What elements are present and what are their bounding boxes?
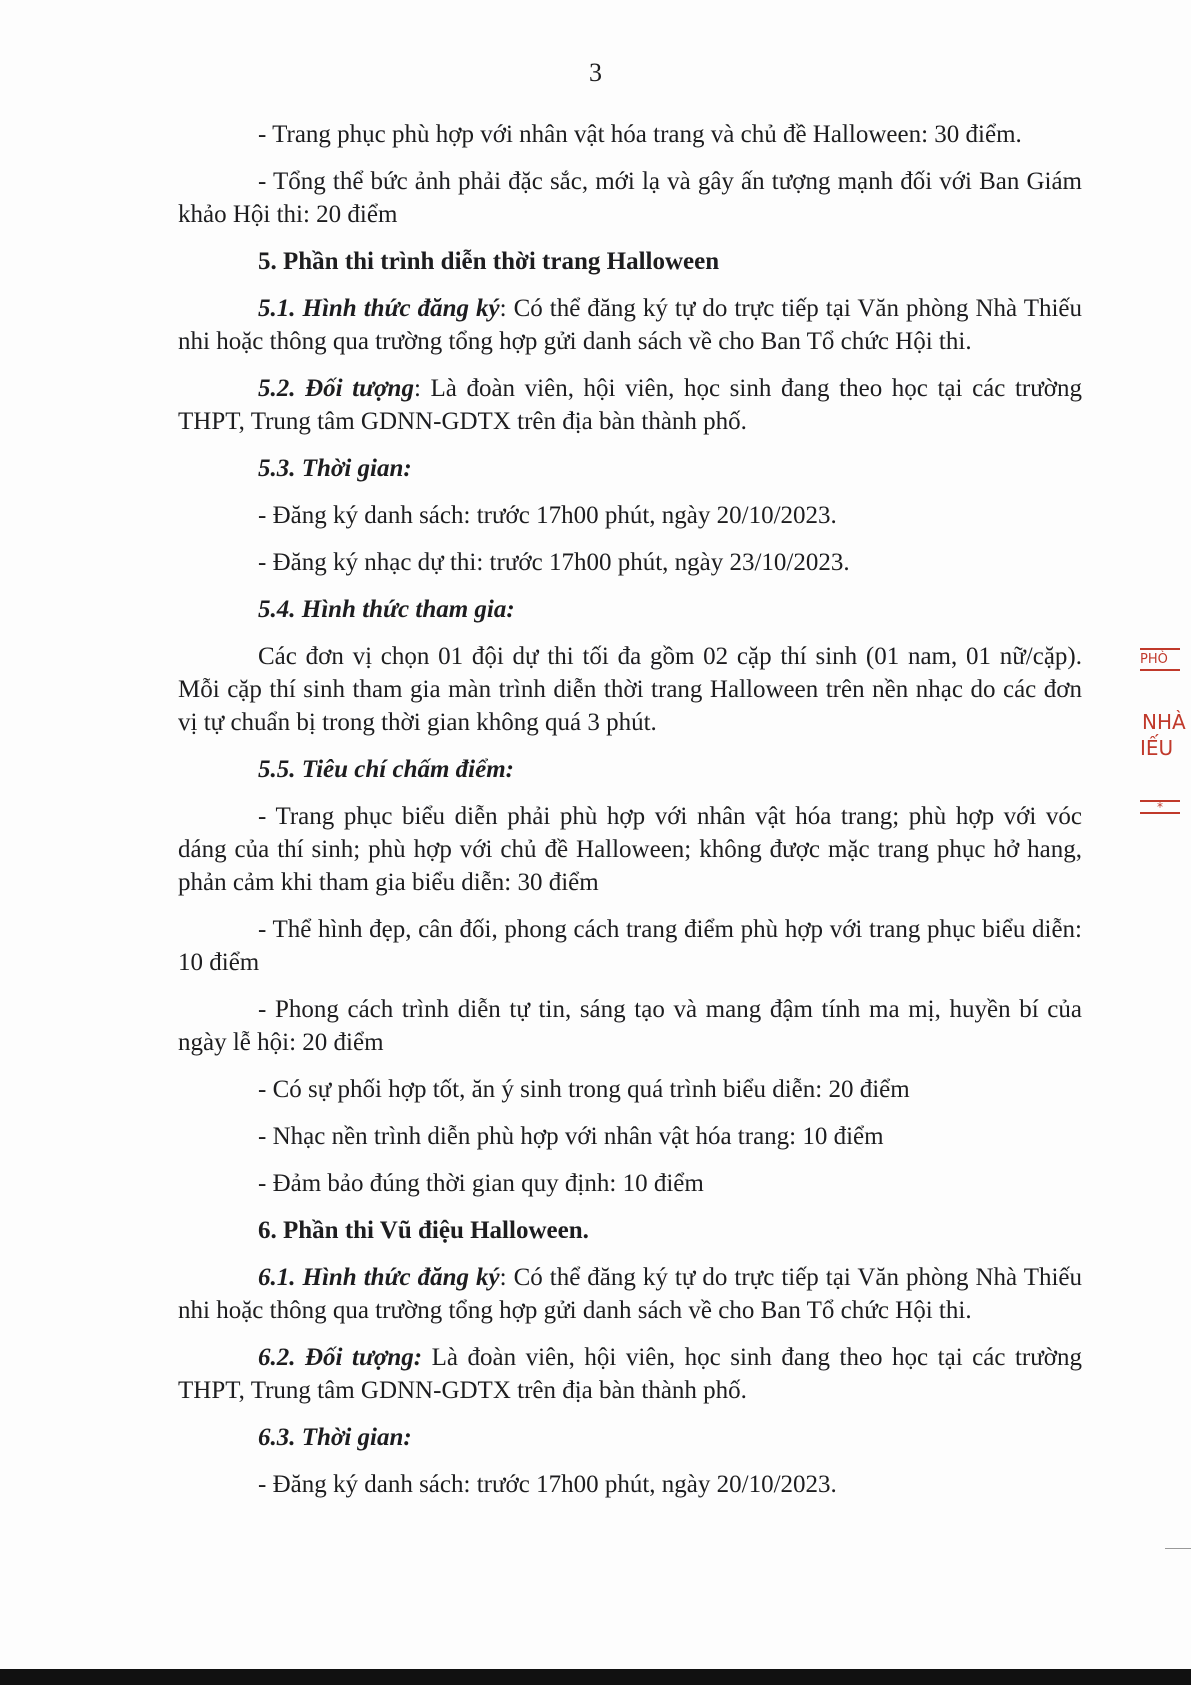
paragraph: 6.2. Đối tượng: Là đoàn viên, hội viên, học sinh đang theo học tại các trường THPT, Trung tâm GDNN-GDTX trên địa bàn thành phố. — [178, 1344, 1082, 1404]
paragraph: - Đăng ký danh sách: trước 17h00 phút, ngày 20/10/2023. — [258, 502, 837, 529]
paragraph: 6.1. Hình thức đăng ký: Có thể đăng ký tự do trực tiếp tại Văn phòng Nhà Thiếu nhi hoặc thông qua trường tổng hợp gửi danh sách về cho Ban Tổ chức Hội thi. — [178, 1264, 1083, 1324]
edge-mark — [1165, 1548, 1191, 1549]
paragraph: - Trang phục biểu diễn phải phù hợp với nhân vật hóa trang; phù hợp với vóc dáng của thí sinh; phù hợp với chủ đề Halloween; không được mặc trang phục hở hang, phản cảm khi tham gia biểu diễn: 30 điểm — [178, 803, 1082, 896]
section-heading: 6. Phần thi Vũ điệu Halloween. — [258, 1217, 589, 1244]
paragraph: - Đăng ký danh sách: trước 17h00 phút, ngày 20/10/2023. — [258, 1471, 837, 1498]
paragraph: - Đảm bảo đúng thời gian quy định: 10 điểm — [258, 1170, 704, 1197]
paragraph: Các đơn vị chọn 01 đội dự thi tối đa gồm 02 cặp thí sinh (01 nam, 01 nữ/cặp). Mỗi cặp thí sinh tham gia màn trình diễn thời trang Halloween trên nền nhạc do các đơn vị tự chuẩn bị trong thời gian không quá 3 phút. — [178, 643, 1082, 736]
paragraph-label: 5.2. Đối tượng — [258, 375, 414, 402]
section-heading: 5. Phần thi trình diễn thời trang Halloween — [258, 248, 720, 275]
stamp-line-3: IẾU — [1140, 736, 1174, 760]
paragraph: 5.1. Hình thức đăng ký: Có thể đăng ký tự do trực tiếp tại Văn phòng Nhà Thiếu nhi hoặc thông qua trường tổng hợp gửi danh sách về cho Ban Tổ chức Hội thi. — [178, 295, 1083, 355]
stamp-line-2: NHÀ — [1142, 710, 1186, 734]
subsection-heading: 5.5. Tiêu chí chấm điểm: — [258, 756, 514, 783]
paragraph: - Tổng thể bức ảnh phải đặc sắc, mới lạ và gây ấn tượng mạnh đối với Ban Giám khảo Hội thi: 20 điểm — [178, 168, 1082, 228]
paragraph-label: 5.1. Hình thức đăng ký — [258, 295, 500, 322]
subsection-heading: 5.3. Thời gian: — [258, 455, 412, 482]
paragraph: - Có sự phối hợp tốt, ăn ý sinh trong quá trình biểu diễn: 20 điểm — [258, 1076, 910, 1103]
paragraph: - Nhạc nền trình diễn phù hợp với nhân vật hóa trang: 10 điểm — [258, 1123, 884, 1150]
paragraph: - Phong cách trình diễn tự tin, sáng tạo và mang đậm tính ma mị, huyền bí của ngày lễ hội: 20 điểm — [178, 996, 1082, 1056]
page-number: 3 — [589, 58, 602, 87]
document-body — [178, 118, 1082, 1515]
paragraph: - Đăng ký nhạc dự thi: trước 17h00 phút, ngày 23/10/2023. — [258, 549, 850, 576]
red-stamp-fragment — [1140, 640, 1191, 840]
paragraph: - Thể hình đẹp, cân đối, phong cách trang điểm phù hợp với trang phục biểu diễn: 10 điểm — [178, 916, 1082, 976]
paragraph-label: 6.2. Đối tượng: — [258, 1344, 423, 1371]
stamp-star-icon: * — [1140, 800, 1180, 814]
paragraph: 5.2. Đối tượng: Là đoàn viên, hội viên, học sinh đang theo học tại các trường THPT, Trung tâm GDNN-GDTX trên địa bàn thành phố. — [178, 375, 1083, 435]
subsection-heading: 6.3. Thời gian: — [258, 1424, 412, 1451]
scan-bottom-edge — [0, 1669, 1191, 1685]
subsection-heading: 5.4. Hình thức tham gia: — [258, 596, 515, 623]
paragraph: - Trang phục phù hợp với nhân vật hóa trang và chủ đề Halloween: 30 điểm. — [258, 121, 1022, 148]
paragraph-label: 6.1. Hình thức đăng ký — [258, 1264, 500, 1291]
stamp-line-1: PHÒ — [1140, 648, 1180, 671]
